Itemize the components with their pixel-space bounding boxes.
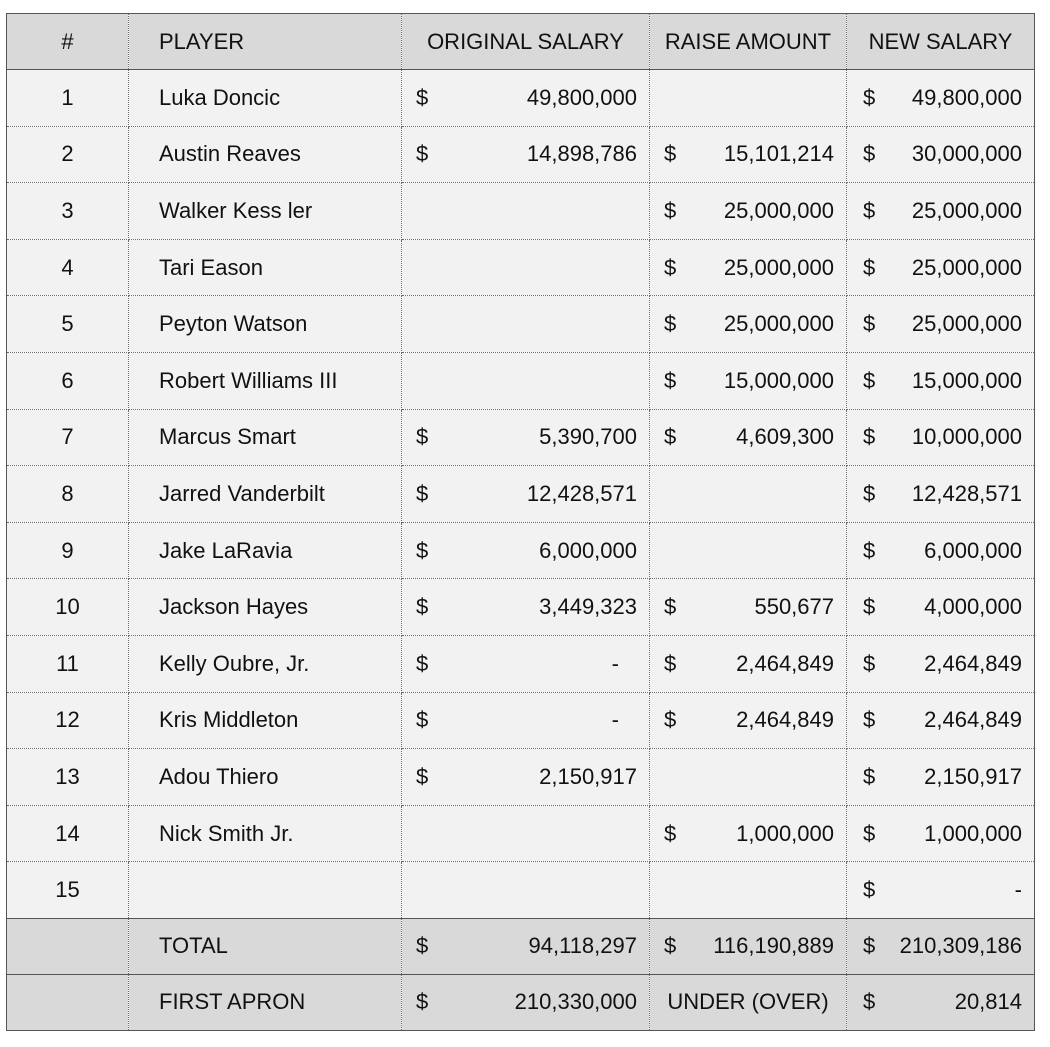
- table-row: [7, 466, 1035, 523]
- raise-amount-cell[interactable]: [650, 352, 847, 409]
- row-number[interactable]: 4: [7, 239, 129, 296]
- table-row: [7, 296, 1035, 353]
- new-salary: 2,464,849: [924, 707, 1022, 733]
- apron-original-cell[interactable]: [402, 974, 650, 1030]
- row-number[interactable]: 11: [7, 635, 129, 692]
- total-raise-cell[interactable]: [650, 918, 847, 974]
- raise-amount-cell[interactable]: [650, 692, 847, 749]
- currency-symbol: $: [416, 141, 429, 167]
- salary-table: [6, 13, 1035, 1031]
- original-salary-cell[interactable]: [402, 183, 650, 240]
- new-salary-cell[interactable]: [847, 126, 1035, 183]
- currency-symbol: $: [416, 84, 429, 110]
- original-salary: 12,428,571: [526, 480, 637, 506]
- currency-symbol: $: [416, 480, 429, 506]
- original-salary: 14,898,786: [526, 141, 637, 167]
- player-name[interactable]: Jarred Vanderbilt: [129, 466, 402, 523]
- row-number[interactable]: 2: [7, 126, 129, 183]
- raise-amount: 15,000,000: [723, 367, 834, 393]
- currency-symbol: $: [664, 650, 677, 676]
- currency-symbol: $: [416, 537, 429, 563]
- row-number[interactable]: 15: [7, 862, 129, 919]
- new-salary: 4,000,000: [924, 594, 1022, 620]
- row-number[interactable]: 5: [7, 296, 129, 353]
- total-new-cell[interactable]: [847, 918, 1035, 974]
- currency-symbol: $: [863, 820, 876, 846]
- table-row: [7, 409, 1035, 466]
- first-apron-amount: 210,330,000: [514, 989, 637, 1015]
- raise-amount: 15,101,214: [723, 141, 834, 167]
- original-salary-cell[interactable]: [402, 352, 650, 409]
- currency-symbol: $: [863, 763, 876, 789]
- row-number[interactable]: 9: [7, 522, 129, 579]
- original-salary-cell[interactable]: [402, 409, 650, 466]
- raise-amount-cell[interactable]: [650, 635, 847, 692]
- raise-amount: 25,000,000: [723, 254, 834, 280]
- currency-symbol: $: [863, 877, 876, 903]
- table-row: [7, 352, 1035, 409]
- currency-symbol: $: [863, 537, 876, 563]
- raise-amount: 1,000,000: [736, 820, 834, 846]
- table-row: [7, 579, 1035, 636]
- player-name[interactable]: Adou Thiero: [129, 749, 402, 806]
- new-salary-cell[interactable]: [847, 579, 1035, 636]
- row-number[interactable]: 8: [7, 466, 129, 523]
- header-player[interactable]: PLAYER: [129, 14, 402, 70]
- new-salary-cell[interactable]: [847, 352, 1035, 409]
- currency-symbol: $: [664, 594, 677, 620]
- row-number[interactable]: 10: [7, 579, 129, 636]
- new-salary-cell[interactable]: [847, 635, 1035, 692]
- original-salary-cell[interactable]: [402, 635, 650, 692]
- new-salary-cell[interactable]: [847, 805, 1035, 862]
- original-salary-cell[interactable]: [402, 862, 650, 919]
- currency-symbol: $: [863, 311, 876, 337]
- raise-amount-cell[interactable]: [650, 862, 847, 919]
- new-salary-cell[interactable]: [847, 692, 1035, 749]
- currency-symbol: $: [863, 480, 876, 506]
- player-name[interactable]: [129, 862, 402, 919]
- total-raise-amount: 116,190,889: [713, 933, 834, 959]
- original-salary-cell[interactable]: [402, 239, 650, 296]
- new-salary-cell[interactable]: [847, 522, 1035, 579]
- raise-amount-cell[interactable]: [650, 70, 847, 127]
- new-salary: 15,000,000: [911, 367, 1022, 393]
- currency-symbol: $: [863, 84, 876, 110]
- currency-symbol: $: [863, 650, 876, 676]
- new-salary: 25,000,000: [911, 197, 1022, 223]
- table-row: [7, 70, 1035, 127]
- player-name[interactable]: Jake LaRavia: [129, 522, 402, 579]
- table-row: [7, 862, 1035, 919]
- new-salary-cell[interactable]: [847, 409, 1035, 466]
- new-salary: 2,150,917: [924, 763, 1022, 789]
- currency-symbol: $: [863, 707, 876, 733]
- new-salary-cell[interactable]: [847, 749, 1035, 806]
- new-salary: 6,000,000: [924, 537, 1022, 563]
- table-row: [7, 635, 1035, 692]
- table-row: [7, 805, 1035, 862]
- table-row: [7, 749, 1035, 806]
- header-number[interactable]: #: [7, 14, 129, 70]
- original-salary-cell[interactable]: [402, 296, 650, 353]
- raise-amount: 25,000,000: [723, 311, 834, 337]
- currency-symbol: $: [863, 594, 876, 620]
- currency-symbol: $: [416, 594, 429, 620]
- currency-symbol: $: [664, 367, 677, 393]
- under-over-label[interactable]: UNDER (OVER): [650, 974, 847, 1030]
- currency-symbol: $: [863, 254, 876, 280]
- new-salary-cell[interactable]: [847, 183, 1035, 240]
- original-salary-cell[interactable]: [402, 466, 650, 523]
- first-apron-row: [7, 974, 1035, 1030]
- row-number[interactable]: 3: [7, 183, 129, 240]
- currency-symbol: $: [416, 424, 429, 450]
- currency-symbol: $: [664, 254, 677, 280]
- new-salary: 25,000,000: [911, 311, 1022, 337]
- raise-amount-cell[interactable]: [650, 466, 847, 523]
- header-new-salary[interactable]: NEW SALARY: [847, 14, 1035, 70]
- row-number[interactable]: 6: [7, 352, 129, 409]
- table-row: [7, 239, 1035, 296]
- original-salary-cell[interactable]: [402, 126, 650, 183]
- new-salary: 10,000,000: [911, 424, 1022, 450]
- player-name[interactable]: Walker Kess ler: [129, 183, 402, 240]
- player-name[interactable]: Marcus Smart: [129, 409, 402, 466]
- total-original-cell[interactable]: [402, 918, 650, 974]
- currency-symbol: $: [863, 424, 876, 450]
- raise-amount: 2,464,849: [736, 707, 834, 733]
- raise-amount: 550,677: [754, 594, 834, 620]
- player-name[interactable]: Kris Middleton: [129, 692, 402, 749]
- raise-amount-cell[interactable]: [650, 183, 847, 240]
- player-name[interactable]: Kelly Oubre, Jr.: [129, 635, 402, 692]
- raise-amount-cell[interactable]: [650, 579, 847, 636]
- header-row: [7, 14, 1035, 70]
- new-salary-cell[interactable]: [847, 862, 1035, 919]
- player-name[interactable]: Peyton Watson: [129, 296, 402, 353]
- table-row: [7, 183, 1035, 240]
- currency-symbol: $: [863, 933, 876, 959]
- player-name[interactable]: Robert Williams III: [129, 352, 402, 409]
- player-name[interactable]: Tari Eason: [129, 239, 402, 296]
- new-salary: 49,800,000: [911, 84, 1022, 110]
- total-row: [7, 918, 1035, 974]
- raise-amount: 2,464,849: [736, 650, 834, 676]
- raise-amount-cell[interactable]: [650, 126, 847, 183]
- total-original-salary: 94,118,297: [528, 933, 637, 959]
- player-name[interactable]: Austin Reaves: [129, 126, 402, 183]
- first-apron-label[interactable]: FIRST APRON: [129, 974, 402, 1030]
- currency-symbol: $: [664, 424, 677, 450]
- currency-symbol: $: [863, 141, 876, 167]
- raise-amount-cell[interactable]: [650, 522, 847, 579]
- row-number[interactable]: 1: [7, 70, 129, 127]
- original-salary-cell[interactable]: [402, 692, 650, 749]
- original-salary: 3,449,323: [539, 594, 637, 620]
- raise-amount: 25,000,000: [723, 197, 834, 223]
- original-salary: 6,000,000: [539, 537, 637, 563]
- new-salary: 2,464,849: [924, 650, 1022, 676]
- player-name[interactable]: Luka Doncic: [129, 70, 402, 127]
- currency-symbol: $: [416, 989, 429, 1015]
- currency-symbol: $: [664, 820, 677, 846]
- new-salary-cell[interactable]: [847, 239, 1035, 296]
- original-salary: -: [611, 707, 619, 733]
- under-over-amount: 20,814: [954, 989, 1022, 1015]
- new-salary: 12,428,571: [911, 480, 1022, 506]
- original-salary-cell[interactable]: [402, 749, 650, 806]
- player-name[interactable]: Jackson Hayes: [129, 579, 402, 636]
- header-original-salary[interactable]: ORIGINAL SALARY: [402, 14, 650, 70]
- header-raise-amount[interactable]: RAISE AMOUNT: [650, 14, 847, 70]
- raise-amount-cell[interactable]: [650, 239, 847, 296]
- currency-symbol: $: [416, 707, 429, 733]
- new-salary: -: [1014, 877, 1022, 903]
- original-salary: 5,390,700: [539, 424, 637, 450]
- currency-symbol: $: [664, 707, 677, 733]
- original-salary: -: [611, 650, 619, 676]
- apron-new-cell[interactable]: [847, 974, 1035, 1030]
- currency-symbol: $: [863, 989, 876, 1015]
- player-name[interactable]: Nick Smith Jr.: [129, 805, 402, 862]
- currency-symbol: $: [664, 197, 677, 223]
- original-salary: 49,800,000: [526, 84, 637, 110]
- original-salary-cell[interactable]: [402, 70, 650, 127]
- original-salary-cell[interactable]: [402, 522, 650, 579]
- raise-amount-cell[interactable]: [650, 409, 847, 466]
- new-salary-cell[interactable]: [847, 70, 1035, 127]
- currency-symbol: $: [664, 311, 677, 337]
- table-row: [7, 126, 1035, 183]
- player-rows: [7, 70, 1035, 919]
- currency-symbol: $: [416, 650, 429, 676]
- raise-amount-cell[interactable]: [650, 296, 847, 353]
- row-number[interactable]: 7: [7, 409, 129, 466]
- currency-symbol: $: [416, 933, 429, 959]
- original-salary: 2,150,917: [539, 763, 637, 789]
- new-salary-cell[interactable]: [847, 466, 1035, 523]
- raise-amount-cell[interactable]: [650, 805, 847, 862]
- currency-symbol: $: [416, 763, 429, 789]
- currency-symbol: $: [664, 933, 677, 959]
- raise-amount-cell[interactable]: [650, 749, 847, 806]
- row-number[interactable]: 12: [7, 692, 129, 749]
- table-row: [7, 522, 1035, 579]
- row-number[interactable]: 13: [7, 749, 129, 806]
- raise-amount: 4,609,300: [736, 424, 834, 450]
- total-label[interactable]: TOTAL: [129, 918, 402, 974]
- currency-symbol: $: [863, 367, 876, 393]
- currency-symbol: $: [863, 197, 876, 223]
- total-number-cell[interactable]: [7, 918, 129, 974]
- row-number[interactable]: 14: [7, 805, 129, 862]
- table-row: [7, 692, 1035, 749]
- new-salary: 30,000,000: [911, 141, 1022, 167]
- original-salary-cell[interactable]: [402, 805, 650, 862]
- total-new-salary: 210,309,186: [899, 933, 1022, 959]
- new-salary-cell[interactable]: [847, 296, 1035, 353]
- currency-symbol: $: [664, 141, 677, 167]
- new-salary: 25,000,000: [911, 254, 1022, 280]
- apron-number-cell[interactable]: [7, 974, 129, 1030]
- new-salary: 1,000,000: [924, 820, 1022, 846]
- original-salary-cell[interactable]: [402, 579, 650, 636]
